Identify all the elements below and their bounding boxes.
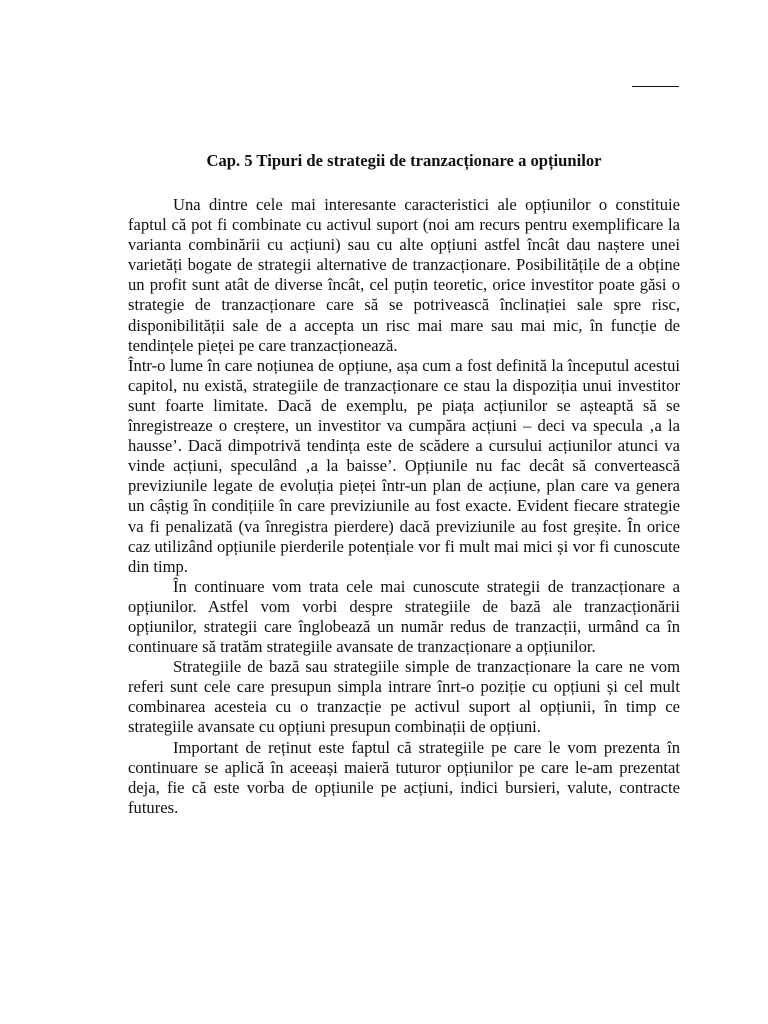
chapter-title: Cap. 5 Tipuri de strategii de tranzacționare a opțiunilor (206, 151, 602, 170)
paragraph-1: Una dintre cele mai interesante caracteristici ale opțiunilor o constituie faptul că pot fi combinate cu activul suport (noi am recurs pentru exemplificare la varianta combinării cu acțiuni) sau cu alte opțiuni astfel încât dau naștere unei varietăți bogate de strategii alternative de tranzacționare. Posibilitățile de a obține un profit sunt atât de diverse încât, cel puțin teoretic, orice investitor poate găsi o strategie de tranzacționare care să se potrivească înclinației sale spre risc, disponibilității sale de a accepta un risc mai mare sau mai mic, în funcție de tendințele pieței pe care tranzacționează. (128, 195, 680, 355)
paragraph-2: Într-o lume în care noțiunea de opțiune, așa cum a fost definită la începutul acestui capitol, nu există, strategiile de tranzacționare ce stau la dispoziția unui investitor sunt foarte limitate. Dacă de exemplu, pe piața acțiunilor se așteaptă să se înregistreaze o creștere, un investitor va cumpăra acțiuni – deci va specula ‚a la hausse’. Dacă dimpotrivă tendința este de scădere a cursului acțiunilor atunci va vinde acțiuni, speculând ‚a la baisse’. Opțiunile nu fac decât să convertească previziunile legate de evoluția pieței într-un plan de acțiune, plan care va genera un câștig în condițiile în care previziunile au fost exacte. Evident fiecare strategie va fi penalizată (va înregistra pierdere) dacă previziunile au fost greșite. În orice caz utilizând opțiunile pierderile potențiale vor fi mult mai mici și vor fi cunoscute din timp. (128, 355, 680, 576)
paragraph-4: Strategiile de bază sau strategiile simple de tranzacționare la care ne vom referi sunt cele care presupun simpla intrare înrt-o poziție cu opțiuni și cel mult combinarea acesteia cu o tranzacție pe activul suport al opțiunii, în timp ce strategiile avansate cu opțiuni presupun combinații de opțiuni. (128, 657, 680, 737)
paragraph-5: Important de reținut este faptul că strategiile pe care le vom prezenta în continuare se aplică în aceeași maieră tuturor opțiunilor pe care le-am prezentat deja, fie că este vorba de opțiunile pe acțiuni, indici bursieri, valute, contracte futures. (128, 737, 680, 817)
top-right-rule (632, 86, 679, 87)
body-text (128, 195, 680, 818)
paragraph-3: În continuare vom trata cele mai cunoscute strategii de tranzacționare a opțiunilor. Astfel vom vorbi despre strategiile de bază ale tranzacționării opțiunilor, strategii care înglobează un număr redus de tranzacții, urmând ca în continuare să tratăm strategiile avansate de tranzacționare a opțiunilor. (128, 576, 680, 657)
